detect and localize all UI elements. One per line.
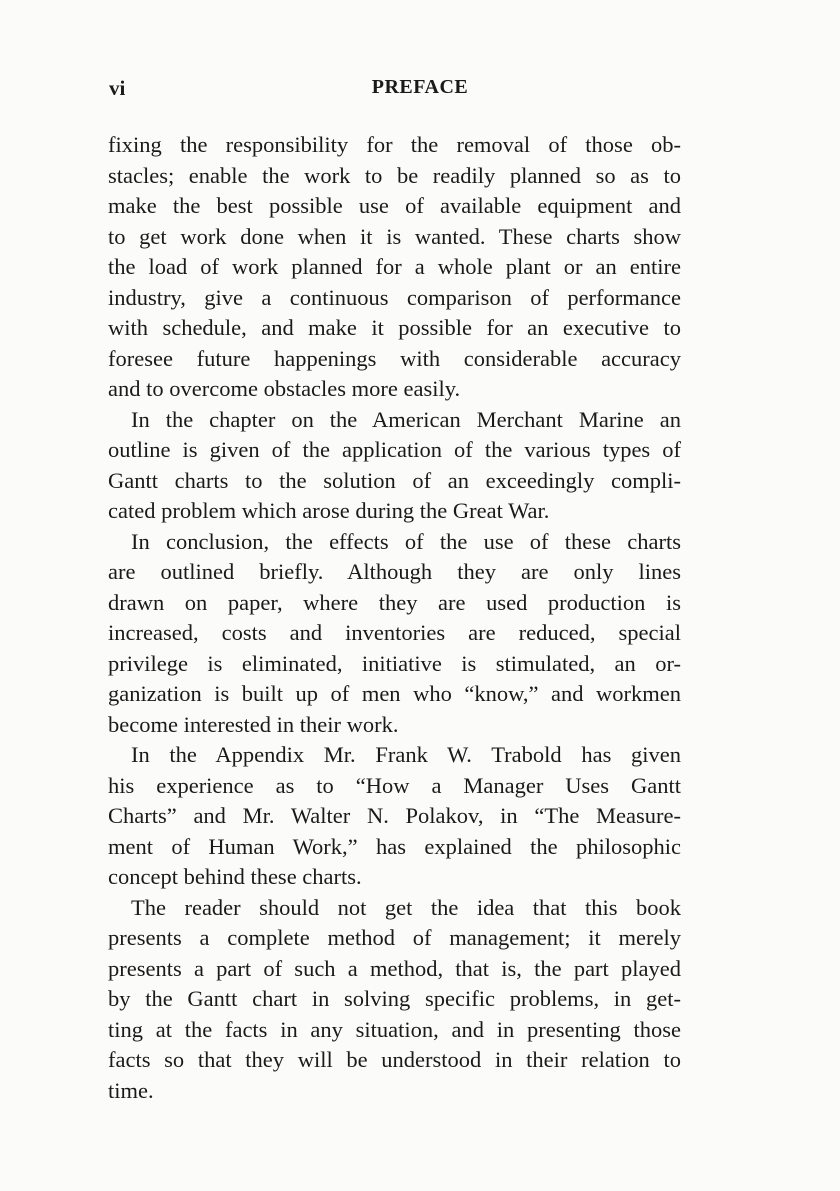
text-line: time. [108,1077,154,1103]
body-text [108,130,681,1106]
page-number: vi [109,76,126,100]
text-line: drawn on paper, where they are used production is [108,589,681,615]
text-line: the load of work planned for a whole plant or an entire [108,254,681,279]
text-line: presents a part of such a method, that is, the part played [108,955,681,981]
text-line: In conclusion, the effects of the use of these charts [131,528,681,554]
text-line: In the chapter on the American Merchant Marine an [131,406,681,432]
text-line: to get work done when it is wanted. These charts show [108,223,681,249]
paragraph [108,527,681,741]
text-line: by the Gantt chart in solving specific problems, in get- [108,986,681,1011]
text-line: Gantt charts to the solution of an exceedingly compli- [108,467,681,493]
text-line: fixing the responsibility for the removal of those ob- [108,132,681,157]
text-line: facts so that they will be understood in their relation to [108,1047,681,1072]
paragraph [108,740,681,893]
text-line: ting at the facts in any situation, and in presenting those [108,1016,681,1042]
text-line: ganization is built up of men who “know,” and workmen [108,681,681,706]
text-line: become interested in their work. [108,711,399,737]
text-line: The reader should not get the idea that this book [131,894,681,920]
paragraph [108,130,681,405]
text-line: with schedule, and make it possible for an executive to [108,315,681,340]
running-title: PREFACE [371,76,469,98]
text-line: ment of Human Work,” has explained the philosophic [108,833,681,859]
text-line: cated problem which arose during the Great War. [108,498,550,523]
text-line: foresee future happenings with considerable accuracy [108,345,681,371]
text-line: increased, costs and inventories are reduced, special [108,620,681,645]
text-line: Charts” and Mr. Walter N. Polakov, in “The Measure- [108,803,681,828]
text-line: industry, give a continuous comparison of performance [108,284,681,310]
text-line: stacles; enable the work to be readily planned so as to [108,162,681,188]
text-line: outline is given of the application of the various types of [108,437,681,462]
paragraph [108,405,681,527]
text-line: are outlined briefly. Although they are only lines [108,559,681,584]
text-line: In the Appendix Mr. Frank W. Trabold has given [131,742,681,767]
text-line: his experience as to “How a Manager Uses Gantt [108,772,681,798]
text-line: presents a complete method of management; it merely [108,925,681,950]
text-line: and to overcome obstacles more easily. [108,376,461,401]
text-line: privilege is eliminated, initiative is stimulated, an or- [108,650,681,676]
text-line: make the best possible use of available equipment and [108,193,681,218]
paragraph [108,893,681,1107]
text-line: concept behind these charts. [108,864,362,889]
